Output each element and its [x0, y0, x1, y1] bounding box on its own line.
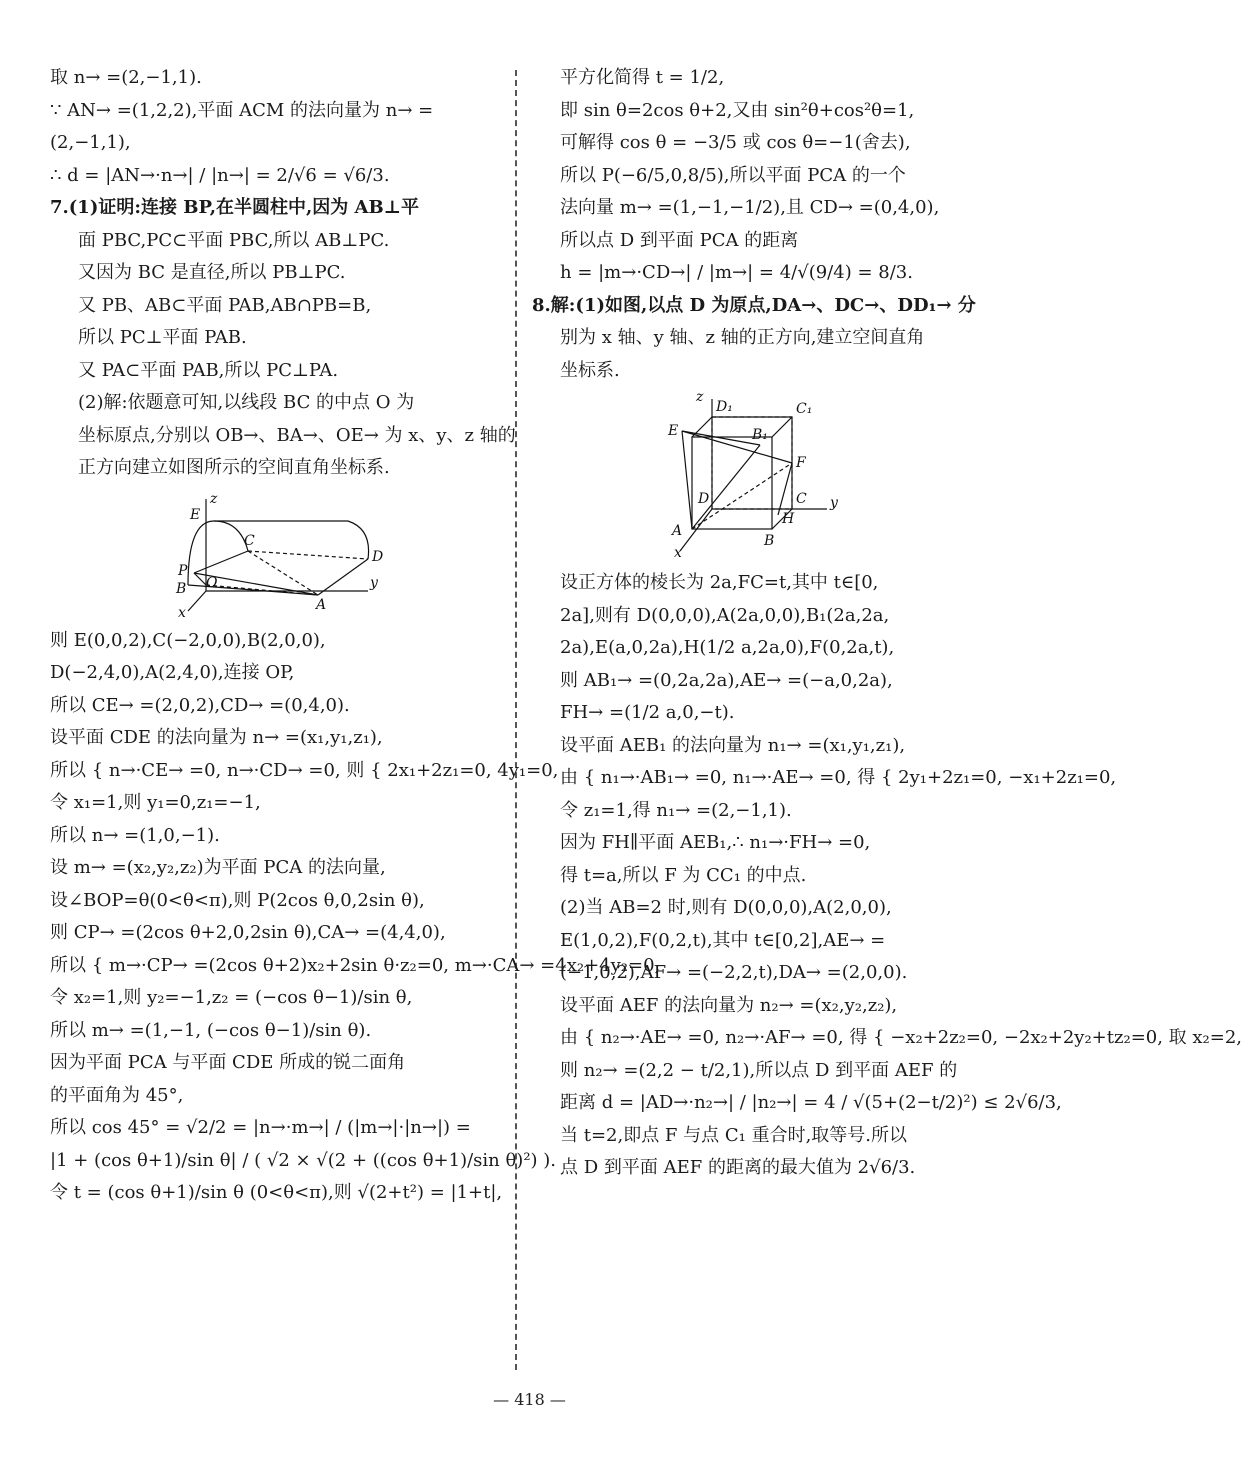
text-line: 所以 { m→·CP→ =(2cos θ+2)x₂+2sin θ·z₂=0, m→·CA→ =4x₂+4y₂=0,	[50, 954, 661, 976]
text-line: (−1,0,2),AF→ =(−2,2,t),DA→ =(2,0,0).	[560, 962, 908, 983]
fig2-label: A	[672, 523, 683, 539]
text-line: 平方化简得 t = 1/2,	[560, 67, 725, 88]
text-line: 所以 P(−6/5,0,8/5),所以平面 PCA 的一个	[560, 164, 906, 186]
fig2-label: D₁	[716, 399, 733, 415]
text-line: 所以 PC⊥平面 PAB.	[78, 327, 247, 348]
fig2-label: B	[764, 533, 775, 549]
fig1-label: P	[177, 562, 187, 579]
text-line: 令 x₂=1,则 y₂=−1,z₂ = (−cos θ−1)/sin θ,	[50, 987, 413, 1008]
fig2-label: H	[782, 511, 795, 527]
text-line: 所以 n→ =(1,0,−1).	[50, 824, 220, 846]
text-line: 令 z₁=1,得 n₁→ =(2,−1,1).	[560, 799, 792, 821]
fig1-label: C	[243, 532, 255, 549]
text-line: 坐标原点,分别以 OB→、BA→、OE→ 为 x、y、z 轴的	[78, 424, 516, 446]
text-line: ∴ d = |AN→·n→| / |n→| = 2/√6 = √6/3.	[50, 164, 390, 186]
text-line: 即 sin θ=2cos θ+2,又由 sin²θ+cos²θ=1,	[560, 99, 915, 121]
fig2-label: C₁	[796, 401, 813, 417]
right-column	[532, 66, 1242, 1189]
text-line: 设平面 AEB₁ 的法向量为 n₁→ =(x₁,y₁,z₁),	[560, 734, 906, 756]
text-line: 令 x₁=1,则 y₁=0,z₁=−1,	[50, 792, 261, 813]
text-line: 取 n→ =(2,−1,1).	[50, 67, 202, 88]
text-line: 坐标系.	[560, 359, 620, 381]
text-line: 则 E(0,0,2),C(−2,0,0),B(2,0,0),	[50, 629, 326, 651]
text-line: 距离 d = |AD→·n₂→| / |n₂→| = 4 / √(5+(2−t/2)²) ≤ 2√6/3,	[560, 1092, 1062, 1113]
text-line: 2a],则有 D(0,0,0),A(2a,0,0),B₁(2a,2a,	[560, 604, 890, 626]
fig2-label: E	[668, 423, 679, 439]
text-line: 设平面 AEF 的法向量为 n₂→ =(x₂,y₂,z₂),	[560, 994, 898, 1016]
text-line: |1 + (cos θ+1)/sin θ| / ( √2 × √(2 + ((cos θ+1)/sin θ)²) ).	[50, 1149, 557, 1171]
cube-figure	[532, 391, 972, 561]
text-line: 面 PBC,PC⊂平面 PBC,所以 AB⊥PC.	[78, 229, 390, 251]
fig1-label: E	[189, 506, 200, 523]
fig1-label: B	[175, 580, 186, 597]
text-line: 则 n₂→ =(2,2 − t/2,1),所以点 D 到平面 AEF 的	[560, 1059, 958, 1081]
text-line: 设正方体的棱长为 2a,FC=t,其中 t∈[0,	[560, 572, 879, 593]
problem-8-heading: 8.解:(1)如图,以点 D 为原点,DA→、DC→、DD₁→ 分	[532, 294, 976, 316]
text-line: (2)当 AB=2 时,则有 D(0,0,0),A(2,0,0),	[560, 897, 892, 918]
text-line: 则 CP→ =(2cos θ+2,0,2sin θ),CA→ =(4,4,0),	[50, 922, 446, 943]
fig1-label: y	[369, 574, 378, 591]
text-line: 则 AB₁→ =(0,2a,2a),AE→ =(−a,0,2a),	[560, 669, 893, 691]
fig2-label: D	[698, 491, 710, 507]
cube-diagram	[652, 391, 852, 561]
text-line: 所以 { n→·CE→ =0, n→·CD→ =0, 则 { 2x₁+2z₁=0, 4y₁=0,	[50, 759, 559, 781]
text-line: h = |m→·CD→| / |m→| = 4/√(9/4) = 8/3.	[560, 262, 913, 283]
text-line: ∵ AN→ =(1,2,2),平面 ACM 的法向量为 n→ =	[50, 99, 434, 121]
text-line: 设平面 CDE 的法向量为 n→ =(x₁,y₁,z₁),	[50, 727, 383, 748]
text-line: 因为 FH∥平面 AEB₁,∴ n₁→·FH→ =0,	[560, 832, 871, 853]
text-line: 法向量 m→ =(1,−1,−1/2),且 CD→ =(0,4,0),	[560, 197, 940, 218]
text-line: FH→ =(1/2 a,0,−t).	[560, 702, 735, 723]
text-line: 因为平面 PCA 与平面 CDE 所成的锐二面角	[50, 1052, 406, 1073]
text-line: E(1,0,2),F(0,2,t),其中 t∈[0,2],AE→ =	[560, 929, 886, 951]
fig2-label: B₁	[752, 427, 768, 443]
text-line: 又因为 BC 是直径,所以 PB⊥PC.	[78, 262, 346, 283]
text-line: 所以 m→ =(1,−1, (−cos θ−1)/sin θ).	[50, 1019, 372, 1041]
page-number: — 418 —	[493, 1390, 566, 1409]
text-line: 所以 cos 45° = √2/2 = |n→·m→| / (|m→|·|n→|) =	[50, 1117, 471, 1138]
text-line: (2)解:依题意可知,以线段 BC 的中点 O 为	[78, 392, 415, 413]
fig1-label: x	[177, 604, 186, 621]
text-line: (2,−1,1),	[50, 132, 131, 153]
fig2-label: y	[830, 495, 838, 511]
fig2-label: x	[674, 545, 682, 561]
fig1-label: O	[205, 574, 217, 591]
text-line: 所以 CE→ =(2,0,2),CD→ =(0,4,0).	[50, 694, 350, 716]
text-line: 当 t=2,即点 F 与点 C₁ 重合时,取等号.所以	[560, 1124, 908, 1146]
problem-7-heading: 7.(1)证明:连接 BP,在半圆柱中,因为 AB⊥平	[50, 197, 419, 218]
text-line: 设 m→ =(x₂,y₂,z₂)为平面 PCA 的法向量,	[50, 857, 386, 878]
text-line: 得 t=a,所以 F 为 CC₁ 的中点.	[560, 864, 807, 886]
fig2-label: z	[696, 389, 704, 405]
column-divider	[515, 70, 517, 1370]
text-line: 可解得 cos θ = −3/5 或 cos θ=−1(舍去),	[560, 132, 911, 153]
text-line: D(−2,4,0),A(2,4,0),连接 OP,	[50, 662, 295, 683]
text-line: 令 t = (cos θ+1)/sin θ (0<θ<π),则 √(2+t²) = |1+t|,	[50, 1182, 503, 1203]
text-line: 由 { n₁→·AB₁→ =0, n₁→·AE→ =0, 得 { 2y₁+2z₁=0, −x₁+2z₁=0,	[560, 767, 1117, 788]
text-line: 设∠BOP=θ(0<θ<π),则 P(2cos θ,0,2sin θ),	[50, 889, 425, 911]
text-line: 的平面角为 45°,	[50, 1084, 184, 1106]
fig1-label: A	[315, 596, 326, 613]
text-line: 又 PA⊂平面 PAB,所以 PC⊥PA.	[78, 359, 339, 381]
text-line: 由 { n₂→·AE→ =0, n₂→·AF→ =0, 得 { −x₂+2z₂=0, −2x₂+2y₂+tz₂=0, 取 x₂=2,	[560, 1027, 1242, 1048]
text-line: 所以点 D 到平面 PCA 的距离	[560, 229, 799, 251]
text-line: 又 PB、AB⊂平面 PAB,AB∩PB=B,	[78, 294, 372, 316]
fig1-label: D	[371, 548, 383, 565]
text-line: 正方向建立如图所示的空间直角坐标系.	[78, 457, 390, 478]
text-line: 别为 x 轴、y 轴、z 轴的正方向,建立空间直角	[560, 327, 925, 348]
text-line: 2a),E(a,0,2a),H(1/2 a,2a,0),F(0,2a,t),	[560, 637, 895, 658]
half-cylinder-diagram	[158, 489, 388, 619]
text-line: 点 D 到平面 AEF 的距离的最大值为 2√6/3.	[560, 1157, 916, 1178]
fig2-label: C	[796, 491, 807, 507]
half-cylinder-figure	[50, 489, 495, 619]
fig2-label: F	[796, 455, 806, 471]
fig1-label: z	[209, 490, 217, 507]
